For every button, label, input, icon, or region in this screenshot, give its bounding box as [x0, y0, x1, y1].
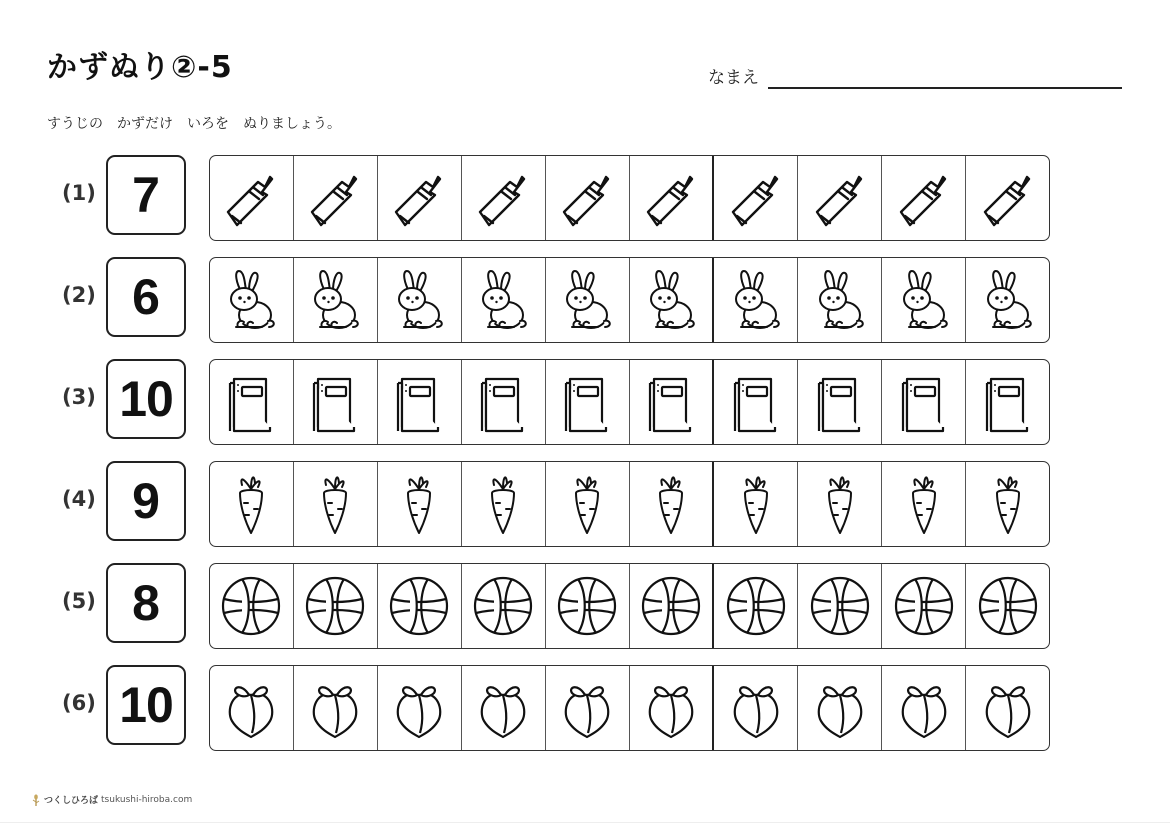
coloring-strip	[209, 461, 1050, 547]
coloring-cell[interactable]	[714, 666, 798, 750]
notebook-icon	[386, 369, 452, 435]
peach-icon	[386, 675, 452, 741]
basketball-icon	[218, 573, 284, 639]
coloring-cell[interactable]	[882, 462, 966, 546]
coloring-cell[interactable]	[210, 462, 294, 546]
coloring-strip	[209, 257, 1050, 343]
carrot-icon	[975, 471, 1041, 537]
coloring-cell[interactable]	[798, 666, 882, 750]
coloring-strip	[209, 155, 1050, 241]
coloring-cell[interactable]	[630, 462, 715, 546]
notebook-icon	[723, 369, 789, 435]
coloring-cell[interactable]	[966, 156, 1049, 240]
carrot-icon	[554, 471, 620, 537]
footer-brand: つくしひろば	[44, 796, 99, 806]
rabbit-icon	[638, 267, 704, 333]
coloring-cell[interactable]	[378, 462, 462, 546]
worksheet-title: かずぬり②-5	[47, 50, 233, 85]
coloring-cell[interactable]	[966, 462, 1049, 546]
crayon-icon	[723, 165, 789, 231]
coloring-cell[interactable]	[546, 564, 630, 648]
coloring-cell[interactable]	[714, 564, 798, 648]
crayon-icon	[975, 165, 1041, 231]
coloring-cell[interactable]	[210, 156, 294, 240]
coloring-cell[interactable]	[882, 564, 966, 648]
carrot-icon	[723, 471, 789, 537]
carrot-icon	[807, 471, 873, 537]
notebook-icon	[807, 369, 873, 435]
carrot-icon	[470, 471, 536, 537]
name-label: なまえ	[708, 68, 759, 88]
target-number-box: 10	[106, 359, 186, 439]
coloring-cell[interactable]	[210, 360, 294, 444]
coloring-cell[interactable]	[378, 258, 462, 342]
target-number-box: 6	[106, 257, 186, 337]
peach-icon	[302, 675, 368, 741]
rabbit-icon	[723, 267, 789, 333]
problem-label: (6)	[62, 691, 96, 715]
target-number-box: 8	[106, 563, 186, 643]
problem-row	[0, 155, 1170, 243]
page-bottom-edge	[0, 822, 1170, 823]
coloring-cell[interactable]	[378, 360, 462, 444]
crayon-icon	[807, 165, 873, 231]
coloring-cell[interactable]	[798, 360, 882, 444]
crayon-icon	[470, 165, 536, 231]
carrot-icon	[218, 471, 284, 537]
basketball-icon	[302, 573, 368, 639]
coloring-cell[interactable]	[294, 564, 378, 648]
coloring-cell[interactable]	[294, 666, 378, 750]
rabbit-icon	[386, 267, 452, 333]
basketball-icon	[638, 573, 704, 639]
carrot-icon	[302, 471, 368, 537]
coloring-cell[interactable]	[294, 156, 378, 240]
problem-label: (4)	[62, 487, 96, 511]
peach-icon	[807, 675, 873, 741]
coloring-cell[interactable]	[966, 258, 1049, 342]
coloring-cell[interactable]	[378, 666, 462, 750]
coloring-cell[interactable]	[546, 258, 630, 342]
rabbit-icon	[470, 267, 536, 333]
instruction-text: すうじの かずだけ いろを ぬりましょう。	[47, 116, 341, 132]
crayon-icon	[891, 165, 957, 231]
peach-icon	[470, 675, 536, 741]
basketball-icon	[975, 573, 1041, 639]
coloring-cell[interactable]	[378, 156, 462, 240]
rabbit-icon	[891, 267, 957, 333]
coloring-cell[interactable]	[714, 156, 798, 240]
basketball-icon	[554, 573, 620, 639]
coloring-cell[interactable]	[462, 564, 546, 648]
basketball-icon	[807, 573, 873, 639]
notebook-icon	[975, 369, 1041, 435]
target-number-box: 7	[106, 155, 186, 235]
target-number-box: 10	[106, 665, 186, 745]
basketball-icon	[470, 573, 536, 639]
rabbit-icon	[975, 267, 1041, 333]
coloring-cell[interactable]	[294, 462, 378, 546]
basketball-icon	[386, 573, 452, 639]
problem-row	[0, 665, 1170, 753]
notebook-icon	[218, 369, 284, 435]
coloring-cell[interactable]	[882, 258, 966, 342]
notebook-icon	[891, 369, 957, 435]
coloring-cell[interactable]	[630, 258, 715, 342]
carrot-icon	[891, 471, 957, 537]
carrot-icon	[386, 471, 452, 537]
coloring-cell[interactable]	[378, 564, 462, 648]
peach-icon	[975, 675, 1041, 741]
coloring-cell[interactable]	[462, 462, 546, 546]
coloring-cell[interactable]	[546, 360, 630, 444]
coloring-strip	[209, 359, 1050, 445]
coloring-cell[interactable]	[966, 360, 1049, 444]
coloring-cell[interactable]	[462, 156, 546, 240]
peach-icon	[554, 675, 620, 741]
notebook-icon	[302, 369, 368, 435]
coloring-cell[interactable]	[882, 360, 966, 444]
problem-label: (1)	[62, 181, 96, 205]
peach-icon	[218, 675, 284, 741]
tsukushi-sprout-icon	[31, 794, 41, 806]
notebook-icon	[554, 369, 620, 435]
coloring-cell[interactable]	[882, 666, 966, 750]
coloring-cell[interactable]	[546, 666, 630, 750]
footer	[31, 793, 192, 806]
rabbit-icon	[218, 267, 284, 333]
rabbit-icon	[807, 267, 873, 333]
coloring-cell[interactable]	[462, 360, 546, 444]
crayon-icon	[218, 165, 284, 231]
peach-icon	[638, 675, 704, 741]
name-input-line[interactable]	[768, 87, 1122, 89]
crayon-icon	[554, 165, 620, 231]
coloring-cell[interactable]	[798, 258, 882, 342]
coloring-cell[interactable]	[546, 462, 630, 546]
coloring-cell[interactable]	[462, 258, 546, 342]
coloring-cell[interactable]	[714, 258, 798, 342]
target-number-box: 9	[106, 461, 186, 541]
notebook-icon	[470, 369, 536, 435]
coloring-cell[interactable]	[966, 666, 1049, 750]
coloring-cell[interactable]	[714, 360, 798, 444]
coloring-strip	[209, 665, 1050, 751]
coloring-cell[interactable]	[630, 360, 715, 444]
coloring-cell[interactable]	[798, 564, 882, 648]
rabbit-icon	[554, 267, 620, 333]
coloring-cell[interactable]	[714, 462, 798, 546]
coloring-cell[interactable]	[630, 564, 715, 648]
coloring-cell[interactable]	[210, 666, 294, 750]
carrot-icon	[638, 471, 704, 537]
coloring-cell[interactable]	[210, 258, 294, 342]
crayon-icon	[638, 165, 704, 231]
coloring-cell[interactable]	[294, 360, 378, 444]
notebook-icon	[638, 369, 704, 435]
coloring-cell[interactable]	[882, 156, 966, 240]
basketball-icon	[723, 573, 789, 639]
coloring-cell[interactable]	[630, 156, 715, 240]
peach-icon	[723, 675, 789, 741]
problem-row	[0, 359, 1170, 447]
coloring-cell[interactable]	[630, 666, 715, 750]
problem-row	[0, 257, 1170, 345]
coloring-strip	[209, 563, 1050, 649]
peach-icon	[891, 675, 957, 741]
coloring-cell[interactable]	[798, 156, 882, 240]
problem-label: (3)	[62, 385, 96, 409]
coloring-cell[interactable]	[294, 258, 378, 342]
coloring-cell[interactable]	[210, 564, 294, 648]
basketball-icon	[891, 573, 957, 639]
footer-url[interactable]: tsukushi-hiroba.com	[101, 794, 193, 805]
coloring-cell[interactable]	[966, 564, 1049, 648]
coloring-cell[interactable]	[462, 666, 546, 750]
rabbit-icon	[302, 267, 368, 333]
coloring-cell[interactable]	[798, 462, 882, 546]
coloring-cell[interactable]	[546, 156, 630, 240]
crayon-icon	[386, 165, 452, 231]
problem-row	[0, 563, 1170, 651]
problem-label: (5)	[62, 589, 96, 613]
crayon-icon	[302, 165, 368, 231]
problem-row	[0, 461, 1170, 549]
problem-label: (2)	[62, 283, 96, 307]
